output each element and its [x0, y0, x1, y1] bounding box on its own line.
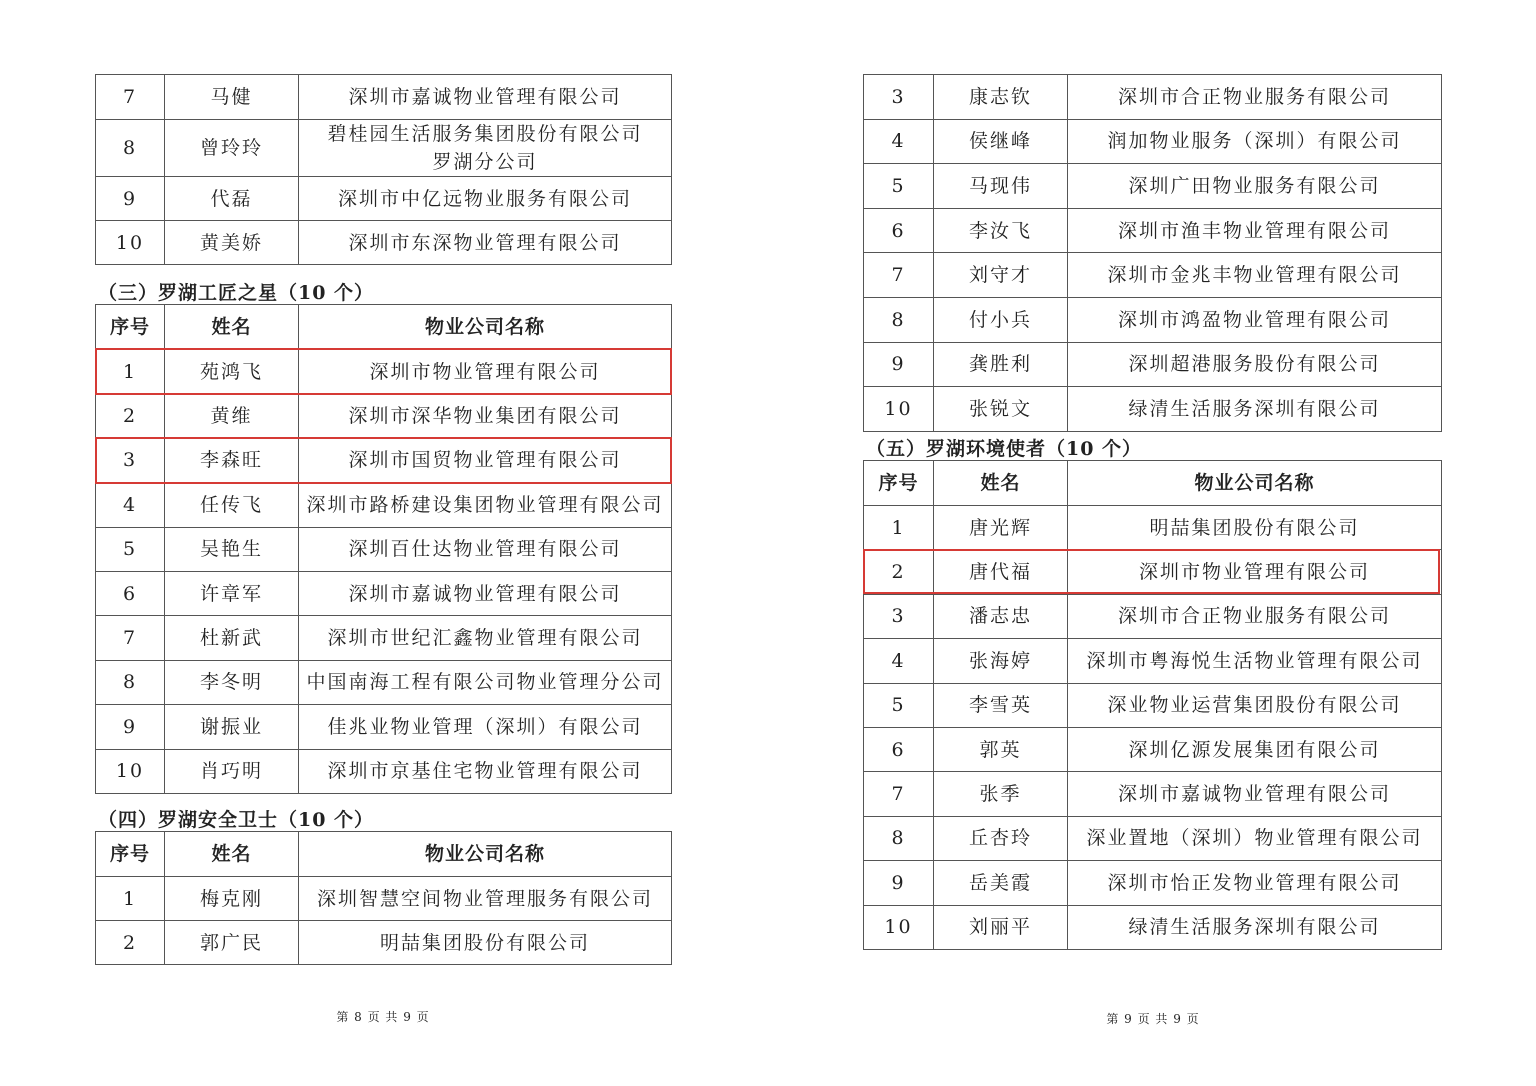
header-company: 物业公司名称 — [299, 832, 672, 877]
company-name-line1: 碧桂园生活服务集团股份有限公司 — [327, 123, 643, 145]
person-name: 李冬明 — [165, 660, 299, 704]
company-name: 深圳市合正物业服务有限公司 — [1068, 75, 1442, 120]
header-name: 姓名 — [165, 305, 299, 350]
row-number: 4 — [864, 639, 934, 683]
table-row — [96, 921, 672, 965]
header-number: 序号 — [96, 305, 165, 350]
table-row — [864, 550, 1442, 594]
company-name: 深业物业运营集团股份有限公司 — [1068, 683, 1442, 727]
company-name: 深圳市金兆丰物业管理有限公司 — [1068, 253, 1442, 298]
table-row — [96, 438, 672, 482]
row-number: 6 — [864, 727, 934, 771]
table-row — [864, 861, 1442, 905]
table-row — [864, 816, 1442, 860]
row-number: 7 — [96, 616, 165, 660]
company-name-line2: 罗湖分公司 — [432, 151, 538, 173]
company-name: 深圳市嘉诚物业管理有限公司 — [1068, 772, 1442, 816]
table-row — [96, 571, 672, 615]
right-top-rows — [864, 75, 1442, 432]
person-name: 付小兵 — [934, 297, 1068, 342]
section4-title: （四）罗湖安全卫士（10 个） — [98, 809, 375, 831]
person-name: 杜新武 — [165, 616, 299, 660]
person-name: 龚胜利 — [934, 342, 1068, 387]
table-row — [96, 749, 672, 793]
table-header-row — [96, 305, 672, 350]
table-row — [864, 119, 1442, 164]
company-name: 深圳亿源发展集团有限公司 — [1068, 727, 1442, 771]
person-name: 代磊 — [165, 177, 299, 221]
table-row — [96, 75, 672, 120]
company-name: 深圳市路桥建设集团物业管理有限公司 — [299, 483, 672, 527]
row-number: 7 — [864, 253, 934, 298]
row-number: 8 — [96, 660, 165, 704]
company-name: 深圳市嘉诚物业管理有限公司 — [299, 571, 672, 615]
company-name: 深圳市中亿远物业服务有限公司 — [299, 177, 672, 221]
person-name: 任传飞 — [165, 483, 299, 527]
table-row — [96, 394, 672, 438]
row-number: 9 — [96, 705, 165, 749]
row-number: 8 — [864, 816, 934, 860]
row-number: 8 — [864, 297, 934, 342]
company-name: 佳兆业物业管理（深圳）有限公司 — [299, 705, 672, 749]
table-row — [96, 483, 672, 527]
company-name: 深圳智慧空间物业管理服务有限公司 — [299, 877, 672, 921]
left-top-table — [95, 74, 672, 265]
person-name: 梅克刚 — [165, 877, 299, 921]
table-row — [864, 727, 1442, 771]
company-name: 深圳市粤海悦生活物业管理有限公司 — [1068, 639, 1442, 683]
company-name: 中国南海工程有限公司物业管理分公司 — [299, 660, 672, 704]
person-name: 郭英 — [934, 727, 1068, 771]
row-number: 7 — [96, 75, 165, 120]
company-name: 深圳市物业管理有限公司 — [299, 350, 672, 394]
row-number: 1 — [864, 506, 934, 550]
row-number: 6 — [96, 571, 165, 615]
row-number: 9 — [864, 342, 934, 387]
section3-title: （三）罗湖工匠之星（10 个） — [98, 282, 375, 304]
company-name: 深圳市嘉诚物业管理有限公司 — [299, 75, 672, 120]
header-company: 物业公司名称 — [1068, 461, 1442, 506]
company-name: 深圳市深华物业集团有限公司 — [299, 394, 672, 438]
table-row — [96, 120, 672, 177]
person-name: 刘守才 — [934, 253, 1068, 298]
row-number: 1 — [96, 877, 165, 921]
table-row — [96, 221, 672, 265]
person-name: 黄美娇 — [165, 221, 299, 265]
section5-rows — [864, 506, 1442, 950]
row-number: 3 — [864, 75, 934, 120]
table-row — [96, 177, 672, 221]
row-number: 1 — [96, 350, 165, 394]
person-name: 唐代福 — [934, 550, 1068, 594]
company-name: 绿清生活服务深圳有限公司 — [1068, 905, 1442, 949]
header-number: 序号 — [96, 832, 165, 877]
company-name: 深圳市物业管理有限公司 — [1068, 550, 1442, 594]
row-number: 3 — [96, 438, 165, 482]
row-number: 5 — [864, 164, 934, 209]
table-row — [864, 506, 1442, 550]
section4-table — [95, 831, 672, 965]
table-row — [864, 253, 1442, 298]
row-number: 10 — [864, 387, 934, 432]
table-row — [864, 683, 1442, 727]
company-name: 深圳市怡正发物业管理有限公司 — [1068, 861, 1442, 905]
person-name: 康志钦 — [934, 75, 1068, 120]
person-name: 马健 — [165, 75, 299, 120]
company-name: 深圳市国贸物业管理有限公司 — [299, 438, 672, 482]
company-name: 深圳市东深物业管理有限公司 — [299, 221, 672, 265]
person-name: 吴艳生 — [165, 527, 299, 571]
table-row — [864, 772, 1442, 816]
company-name: 深圳市渔丰物业管理有限公司 — [1068, 208, 1442, 253]
person-name: 张锐文 — [934, 387, 1068, 432]
row-number: 10 — [864, 905, 934, 949]
row-number: 9 — [96, 177, 165, 221]
person-name: 曾玲玲 — [165, 120, 299, 177]
person-name: 马现伟 — [934, 164, 1068, 209]
section5-table — [863, 460, 1442, 950]
row-number: 9 — [864, 861, 934, 905]
company-name: 明喆集团股份有限公司 — [299, 921, 672, 965]
person-name: 黄维 — [165, 394, 299, 438]
row-number: 2 — [96, 394, 165, 438]
person-name: 张海婷 — [934, 639, 1068, 683]
page-footer: 第 9 页 共 9 页 — [1106, 1012, 1200, 1026]
company-name: 深圳市京基住宅物业管理有限公司 — [299, 749, 672, 793]
table-row — [864, 297, 1442, 342]
table-header-row — [96, 832, 672, 877]
row-number: 10 — [96, 749, 165, 793]
table-row — [864, 75, 1442, 120]
page-footer: 第 8 页 共 9 页 — [336, 1010, 430, 1024]
table-row — [96, 527, 672, 571]
right-top-table — [863, 74, 1442, 432]
row-number: 6 — [864, 208, 934, 253]
person-name: 郭广民 — [165, 921, 299, 965]
table-row — [864, 208, 1442, 253]
table-header-row — [864, 461, 1442, 506]
table-row — [864, 342, 1442, 387]
header-number: 序号 — [864, 461, 934, 506]
person-name: 侯继峰 — [934, 119, 1068, 164]
person-name: 谢振业 — [165, 705, 299, 749]
person-name: 唐光辉 — [934, 506, 1068, 550]
row-number: 2 — [864, 550, 934, 594]
company-name: 深圳市鸿盈物业管理有限公司 — [1068, 297, 1442, 342]
header-name: 姓名 — [934, 461, 1068, 506]
row-number: 3 — [864, 594, 934, 638]
row-number: 5 — [96, 527, 165, 571]
header-name: 姓名 — [165, 832, 299, 877]
table-row — [96, 616, 672, 660]
row-number: 10 — [96, 221, 165, 265]
row-number: 5 — [864, 683, 934, 727]
company-name: 深圳百仕达物业管理有限公司 — [299, 527, 672, 571]
company-name: 明喆集团股份有限公司 — [1068, 506, 1442, 550]
table-row — [864, 639, 1442, 683]
header-company: 物业公司名称 — [299, 305, 672, 350]
row-number: 7 — [864, 772, 934, 816]
company-name: 绿清生活服务深圳有限公司 — [1068, 387, 1442, 432]
table-row — [864, 594, 1442, 638]
person-name: 许章军 — [165, 571, 299, 615]
section4-rows — [96, 877, 672, 965]
company-name: 深圳广田物业服务有限公司 — [1068, 164, 1442, 209]
company-name: 深圳市合正物业服务有限公司 — [1068, 594, 1442, 638]
table-row — [864, 164, 1442, 209]
row-number: 8 — [96, 120, 165, 177]
person-name: 张季 — [934, 772, 1068, 816]
person-name: 刘丽平 — [934, 905, 1068, 949]
person-name: 李森旺 — [165, 438, 299, 482]
row-number: 4 — [96, 483, 165, 527]
table-row — [864, 905, 1442, 949]
person-name: 李雪英 — [934, 683, 1068, 727]
person-name: 岳美霞 — [934, 861, 1068, 905]
company-name: 深圳超港服务股份有限公司 — [1068, 342, 1442, 387]
table-row — [96, 877, 672, 921]
person-name: 潘志忠 — [934, 594, 1068, 638]
section3-rows — [96, 350, 672, 794]
company-name: 润加物业服务（深圳）有限公司 — [1068, 119, 1442, 164]
table-row — [96, 350, 672, 394]
person-name: 肖巧明 — [165, 749, 299, 793]
section3-table — [95, 304, 672, 794]
table-row — [96, 705, 672, 749]
person-name: 苑鸿飞 — [165, 350, 299, 394]
row-number: 4 — [864, 119, 934, 164]
person-name: 丘杏玲 — [934, 816, 1068, 860]
row-number: 2 — [96, 921, 165, 965]
section5-title: （五）罗湖环境使者（10 个） — [866, 438, 1143, 460]
company-name — [299, 120, 672, 177]
table-row — [96, 660, 672, 704]
company-name: 深业置地（深圳）物业管理有限公司 — [1068, 816, 1442, 860]
company-name: 深圳市世纪汇鑫物业管理有限公司 — [299, 616, 672, 660]
table-row — [864, 387, 1442, 432]
person-name: 李汝飞 — [934, 208, 1068, 253]
